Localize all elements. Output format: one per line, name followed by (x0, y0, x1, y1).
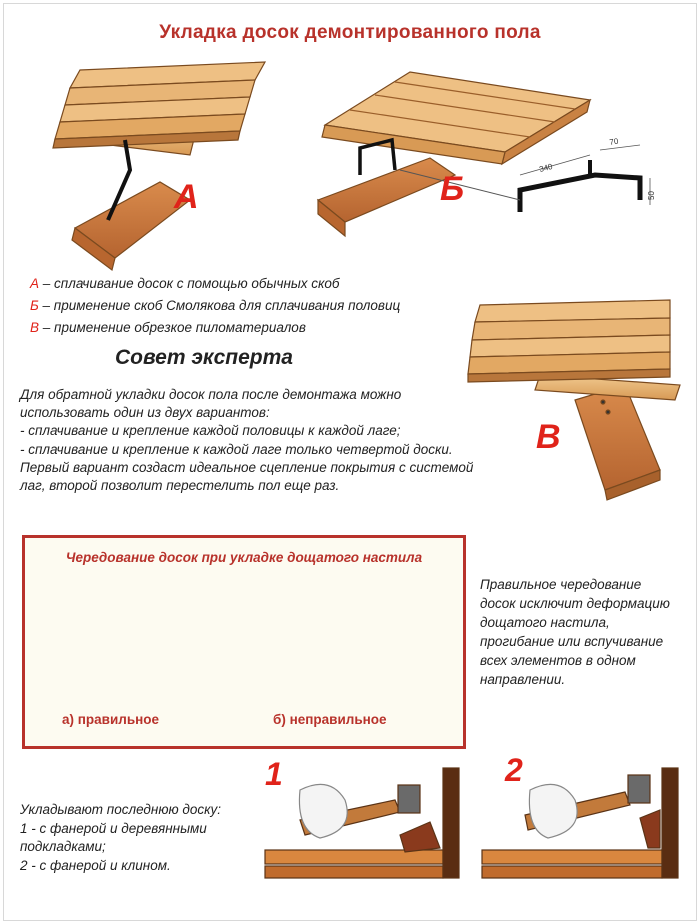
legend-item-b: Б – применение скоб Смолякова для сплачивания половиц (30, 298, 401, 313)
figure-b (318, 72, 650, 236)
dim-70: 70 (608, 136, 620, 147)
page-title: Укладка досок демонтированного пола (159, 22, 541, 43)
legend-item-v: В – применение обрезкое пиломатериалов (30, 320, 306, 335)
last-board-line: Укладывают последнюю доску: (20, 802, 221, 817)
expert-tip-body (20, 386, 475, 495)
label-a: А (174, 178, 199, 216)
caption-wrong: б) неправильное (273, 712, 387, 727)
caption-correct: а) правильное (62, 712, 160, 727)
dim-50: 50 (647, 191, 656, 200)
comparison-title: Чередование досок при укладке дощатого настила (65, 550, 423, 565)
comparison-box (22, 535, 466, 749)
step-number-1: 1 (265, 756, 283, 792)
last-board-note (20, 801, 260, 875)
figure-a (53, 62, 265, 270)
tip-line: - сплачивание и крепление к каждой лаге только четвертой доски. (20, 441, 453, 457)
alternation-note: Правильное чередование досок исключит деформацию дощатого настила, прогибание или вспучивание всех элементов в одном направлении. (480, 577, 670, 687)
tip-line: Первый вариант создаст идеальное сцепление покрытия с системой лаг, второй позволит перестелить пол еще раз. (20, 459, 474, 494)
legend-item-a: А – сплачивание досок с помощью обычных скоб (30, 276, 340, 291)
expert-tip-title: Совет эксперта (115, 346, 293, 369)
last-board-figure-1 (265, 768, 459, 878)
last-board-line: 2 - с фанерой и клином. (20, 857, 171, 873)
label-v: В (536, 418, 561, 456)
figure-v (468, 300, 680, 500)
last-board-line: 1 - с фанерой и деревянными подкладками; (20, 820, 207, 854)
tip-line: Для обратной укладки досок пола после демонтажа можно использовать один из двух вариантов: (20, 387, 402, 421)
dim-340: 340 (538, 161, 554, 174)
step-number-2: 2 (505, 752, 523, 788)
label-b: Б (440, 170, 465, 208)
tip-line: - сплачивание и крепление каждой половицы к каждой лаге; (20, 423, 401, 439)
